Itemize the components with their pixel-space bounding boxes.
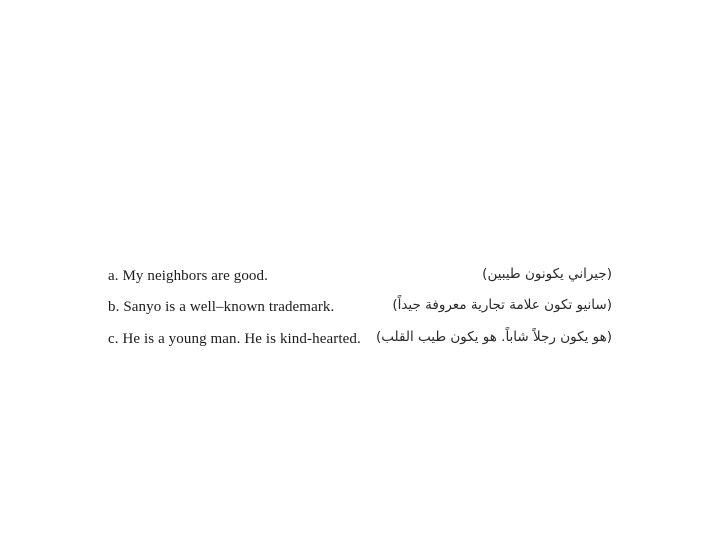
english-text-c: He is a young man. He is kind-hearted. bbox=[122, 331, 361, 347]
english-text-a: My neighbors are good. bbox=[122, 268, 268, 284]
example-marker-a: a. bbox=[108, 268, 119, 284]
arabic-translation-b: (سانيو تكون علامة تجارية معروفة جيداً) bbox=[392, 297, 612, 313]
arabic-translation-a: (جيراني يكونون طيبين) bbox=[482, 266, 612, 282]
example-row-a bbox=[0, 266, 720, 290]
english-sentence-c bbox=[108, 331, 361, 348]
example-marker-b: b. bbox=[108, 299, 120, 315]
example-row-c bbox=[0, 329, 720, 353]
arabic-translation-c: (هو يكون رجلاً شاباً. هو يكون طيب القلب) bbox=[376, 329, 612, 345]
example-row-b bbox=[0, 297, 720, 321]
english-sentence-a bbox=[108, 268, 268, 285]
example-marker-c: c. bbox=[108, 331, 119, 347]
english-text-b: Sanyo is a well–known trademark. bbox=[123, 299, 335, 315]
english-sentence-b bbox=[108, 299, 334, 316]
